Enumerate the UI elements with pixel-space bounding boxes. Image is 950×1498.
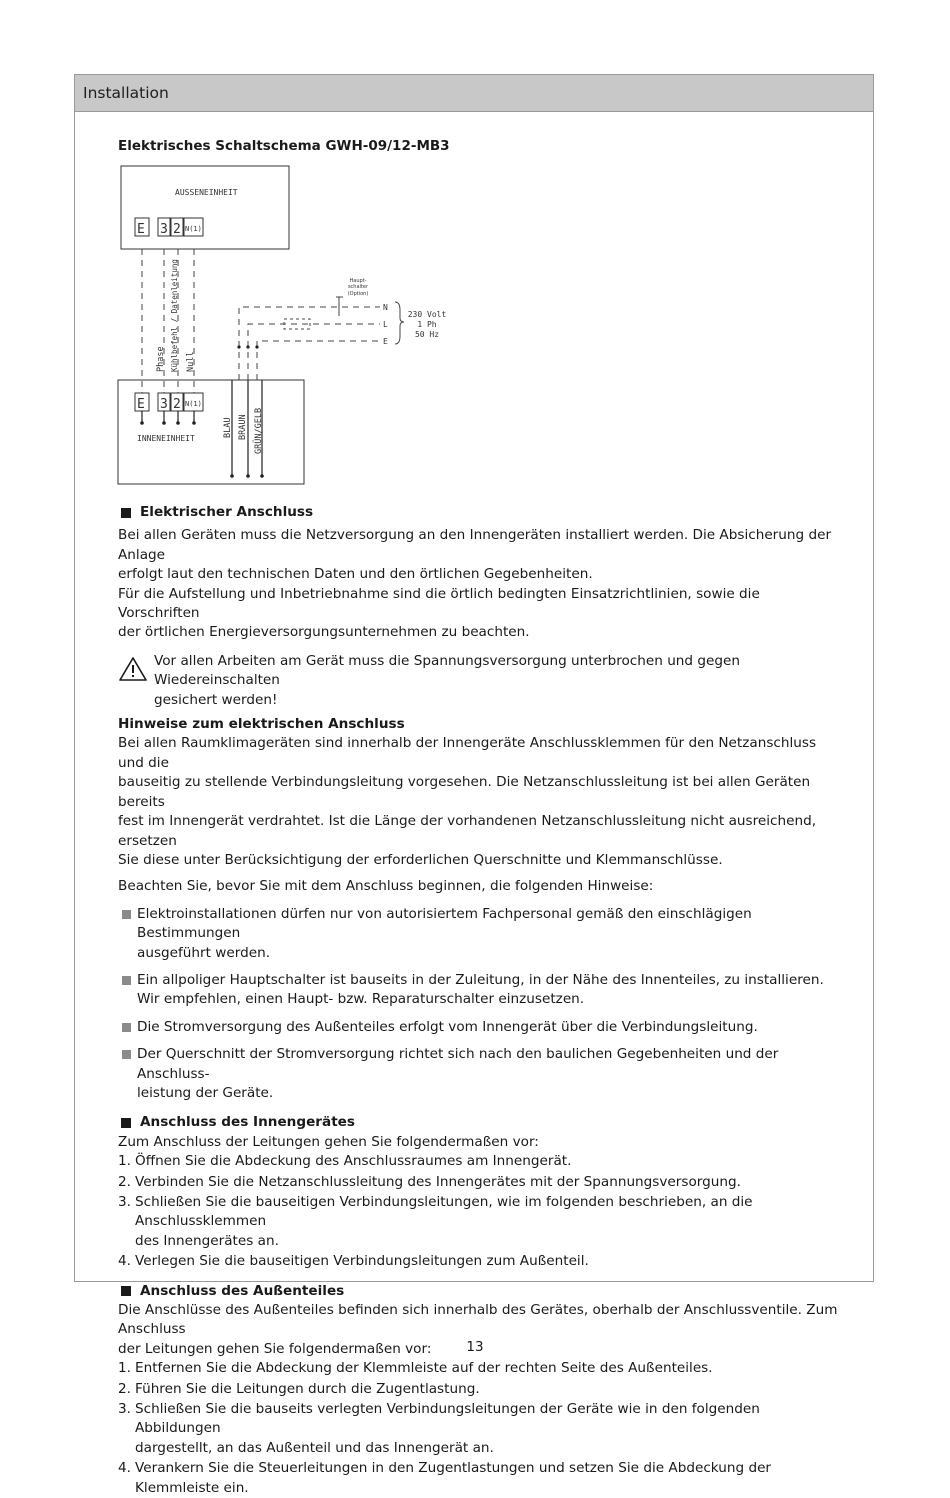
outdoor-unit-box — [121, 166, 289, 249]
list-item: Der Querschnitt der Stromversorgung richtet sich nach den baulichen Gegebenheiten und der Anschluss- leistung der Geräte. — [118, 1045, 838, 1103]
list-item: Die Stromversorgung des Außenteiles erfolgt vom Innengerät über die Verbindungsleitung. — [118, 1018, 838, 1037]
svg-text:1 Ph: 1 Ph — [417, 320, 437, 329]
indoor-terminal-2: 2 — [173, 397, 181, 412]
wiring-diagram — [0, 0, 950, 500]
main-switch-label — [348, 278, 369, 297]
outdoor-terminal-3: 3 — [160, 222, 168, 237]
gray-square-bullet-icon — [122, 1023, 131, 1032]
svg-text:Haupt-: Haupt- — [349, 278, 367, 284]
outdoor-unit-label: AUSSENEINHEIT — [175, 188, 238, 197]
svg-text:schalter: schalter — [347, 284, 369, 290]
list-item: 4. Verlegen Sie die bauseitigen Verbindungsleitungen zum Außenteil. — [118, 1253, 589, 1270]
indoor-terminal-e: E — [137, 397, 145, 412]
gray-square-bullet-icon — [122, 1050, 131, 1059]
indoor-intro: Zum Anschluss der Leitungen gehen Sie folgendermaßen vor: — [118, 1133, 539, 1150]
warning-triangle-icon — [118, 652, 154, 710]
supply-spec — [408, 310, 447, 339]
list-item: 4. Verankern Sie die Steuerleitungen in den Zugentlastungen und setzen Sie die Abdeckung der Klemmleiste ein. — [118, 1460, 772, 1496]
indoor-steps — [118, 1152, 838, 1271]
section-heading-indoor: Anschluss des Innengerätes — [118, 1113, 838, 1132]
page-number: 13 — [466, 1339, 484, 1355]
square-bullet-icon — [121, 1118, 131, 1128]
outdoor-intro: Die Anschlüsse des Außenteiles befinden sich innerhalb des Gerätes, oberhalb der Anschlussventile. Zum Anschluss der Leitungen gehen Sie folgendermaßen vor: — [118, 1302, 838, 1357]
line-label-n: N — [383, 303, 388, 312]
outdoor-terminal-2: 2 — [173, 222, 181, 237]
paragraph-supply: Bei allen Geräten muss die Netzversorgung an den Innengeräten installiert werden. Die Absicherung der Anlage erfolgt laut den technischen Daten und den örtlichen Gegebenheiten. Für die Aufstellung und Inbetriebnahme sind die örtlich bedingten Einsatzrichtlinien, sowie die Vorschriften der örtlichen Energieversorgungsunternehmen zu beachten. — [118, 527, 832, 641]
outdoor-terminal-n1: N(1) — [185, 225, 202, 233]
square-bullet-icon — [121, 508, 131, 518]
svg-text:(Option): (Option) — [347, 291, 369, 297]
wire-color-green-yellow: GRÜN/GELB — [254, 407, 264, 454]
warning-note — [118, 652, 838, 710]
list-item: 2. Verbinden Sie die Netzanschlussleitung des Innengerätes mit der Spannungsversorgung. — [118, 1173, 741, 1190]
gray-square-bullet-icon — [122, 976, 131, 985]
section-heading-electrical: Elektrischer Anschluss — [118, 503, 838, 522]
list-item: 3. Schließen Sie die bauseits verlegten Verbindungsleitungen der Geräte wie in den folgenden Abbildungen dargestellt, an das Außenteil und das Innengerät an. — [118, 1401, 760, 1456]
list-item: 1. Öffnen Sie die Abdeckung des Anschlussraumes am Innengerät. — [118, 1153, 572, 1170]
outdoor-steps — [118, 1359, 838, 1498]
label-data-line: Kühlbefehl / Datenleitung — [170, 259, 179, 372]
list-item: Ein allpoliger Hauptschalter ist bauseits in der Zuleitung, in der Nähe des Innenteiles, zu installieren. Wir empfehlen, einen Haupt- bzw. Reparaturschalter einzusetzen. — [118, 971, 838, 1010]
svg-text:50 Hz: 50 Hz — [414, 330, 440, 339]
indoor-unit-box — [118, 380, 304, 484]
list-item: 3. Schließen Sie die bauseitigen Verbindungsleitungen, wie im folgenden beschrieben, an die Anschlussklemmen des Innengerätes an. — [118, 1194, 753, 1249]
warning-text-line2: gesichert werden! — [154, 691, 278, 708]
line-label-l: L — [383, 320, 388, 329]
outdoor-terminal-e: E — [137, 222, 145, 237]
indoor-terminal-n1: N(1) — [185, 400, 202, 408]
indoor-unit-label: INNENEINHEIT — [137, 434, 195, 443]
label-phase: Phase — [156, 346, 166, 372]
indoor-terminal-3: 3 — [160, 397, 168, 412]
diagram-title: Elektrisches Schaltschema GWH-09/12-MB3 — [118, 138, 450, 154]
wire-color-brown: BRAUN — [238, 414, 248, 440]
gray-square-bullet-icon — [122, 910, 131, 919]
line-label-e: E — [383, 337, 388, 346]
list-item: Elektroinstallationen dürfen nur von autorisiertem Fachpersonal gemäß den einschlägigen Bestimmungen ausgeführt werden. — [118, 905, 838, 963]
wire-color-blue: BLAU — [223, 417, 233, 438]
list-item: 1. Entfernen Sie die Abdeckung der Klemmleiste auf der rechten Seite des Außenteiles. — [118, 1360, 713, 1377]
label-null: Null — [186, 351, 196, 372]
section-title: Installation — [83, 84, 169, 102]
hints-heading: Hinweise zum elektrischen Anschluss — [118, 716, 405, 733]
warning-text-line1: Vor allen Arbeiten am Gerät muss die Spannungsversorgung unterbrochen und gegen Wiedereinschalten — [154, 652, 740, 689]
hints-paragraph: Bei allen Raumklimageräten sind innerhalb der Innengeräte Anschlussklemmen für den Netzanschluss und die bauseitig zu stellende Verbindungsleitung vorgesehen. Die Netzanschlussleitung ist bei allen Geräten bereits fest im Innengerät verdrahtet. Ist die Länge der vorhandenen Netzanschlussleitung nicht ausreichend, ersetzen Sie diese unter Berücksichtigung der erforderlichen Querschnitte und Klemmanschlüsse. — [118, 735, 817, 868]
section-heading-outdoor: Anschluss des Außenteiles — [118, 1282, 838, 1301]
square-bullet-icon — [121, 1286, 131, 1296]
list-item: 2. Führen Sie die Leitungen durch die Zugentlastung. — [118, 1380, 480, 1397]
svg-text:230 Volt: 230 Volt — [407, 310, 447, 319]
hints-intro: Beachten Sie, bevor Sie mit dem Anschluss beginnen, die folgenden Hinweise: — [118, 878, 654, 895]
